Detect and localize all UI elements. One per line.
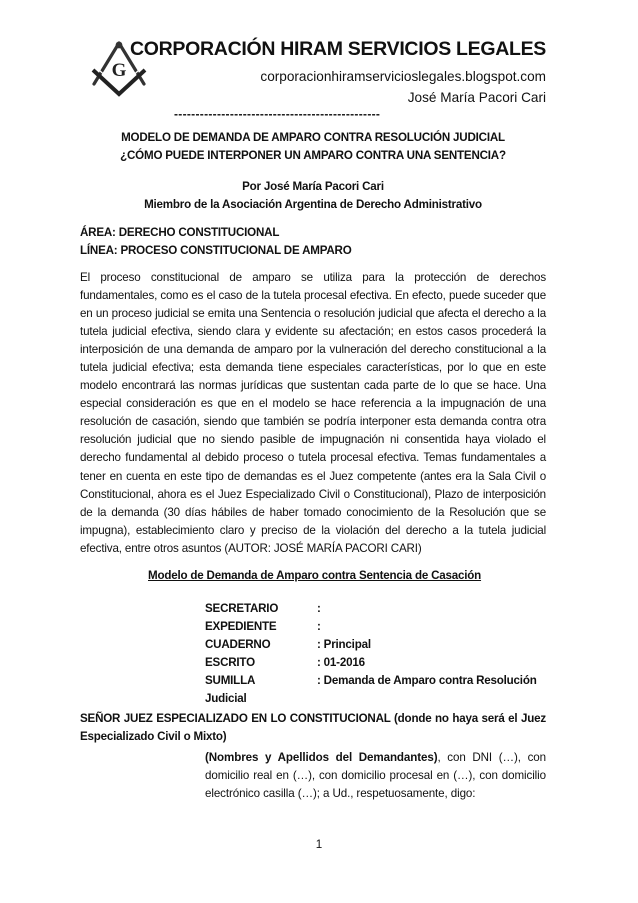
organization-title: CORPORACIÓN HIRAM SERVICIOS LEGALES [130,38,547,60]
plaintiff-name-placeholder: (Nombres y Apellidos del Demandantes) [205,751,438,764]
meta-value: : Principal [317,638,371,651]
model-title: Modelo de Demanda de Amparo contra Sentencia de Casación [148,569,482,582]
meta-key: SUMILLA [205,674,256,687]
meta-value: : [317,620,321,633]
meta-value: : 01-2016 [317,656,365,669]
document-title-line-2: ¿CÓMO PUEDE INTERPONER UN AMPARO CONTRA UNA SENTENCIA? [120,149,506,162]
meta-row-cuaderno [205,636,550,654]
meta-value: : Demanda de Amparo contra Resolución [317,674,537,687]
line-label: LÍNEA: PROCESO CONSTITUCIONAL DE AMPARO [80,244,352,257]
byline: Por José María Pacori Cari [242,180,384,193]
meta-row-escrito [205,654,550,672]
page-number: 1 [315,838,323,851]
svg-text:G: G [111,60,127,81]
meta-key: EXPEDIENTE [205,620,277,633]
meta-row-secretario [205,600,550,618]
addressee: SEÑOR JUEZ ESPECIALIZADO EN LO CONSTITUCIONAL (donde no haya será el Juez Especializado Civil o Mixto) [80,712,546,743]
case-metadata [205,600,550,708]
meta-sumilla-continuation: Judicial [205,692,247,705]
document-title-line-1: MODELO DE DEMANDA DE AMPARO CONTRA RESOLUCIÓN JUDICIAL [121,131,505,144]
meta-row-sumilla [205,672,550,690]
meta-value: : [317,602,321,615]
plaintiff-introduction [205,749,546,804]
meta-row-expediente [205,618,550,636]
author-affiliation: Miembro de la Asociación Argentina de Derecho Administrativo [144,198,482,211]
meta-key: CUADERNO [205,638,271,651]
introduction-paragraph: El proceso constitucional de amparo se utiliza para la protección de derechos fundamentales, como es el caso de la tutela procesal efectiva. En efecto, puede suceder que en un proceso judicial se emita una Sentencia o resolución judicial que afecta el derecho a la tutela judicial efectiva, siendo clara y evidente su afectación; en estos casos procederá la interposición de una demanda de amparo por la vulneración del derecho constitucional a la tutela judicial efectiva; esta demanda tiene especiales características, por lo que en este modelo encontrará las normas jurídicas que sustentan cada parte de lo que se hace. Una especial consideración es que en el modelo se hace referencia a la impugnación de una resolución de casación, siendo que también se podría interponer esta demanda contra otra resolución judicial que no siendo pasible de impugnación ni consentida haya violado el derecho fundamental al debido proceso o tutela procesal efectiva. Temas fundamentales a tener en cuenta en este tipo de demandas es el Juez competente (antes era la Sala Civil o Constitucional, ahora es el Juez Especializado Civil o Constitucional), Plazo de interposición de la demanda (30 días hábiles de haber tomado conocimiento de la Resolución que se impugna), establecimiento claro y preciso de la violación del derecho a la tutela judicial efectiva, entre otros asuntos (AUTOR: JOSÉ MARÍA PACORI CARI) [80,271,546,555]
area-label: ÁREA: DERECHO CONSTITUCIONAL [80,226,280,239]
meta-key: ESCRITO [205,656,255,669]
header-divider: ------------------------------------------------ [174,107,381,121]
blog-url: corporacionhiramservicioslegales.blogspot.com [260,69,546,84]
plaintiff-details: , con DNI (…), con domicilio real en (…), con domicilio procesal en (…), con domicilio electrónico casilla (…); a Ud., respetuosamente, digo: [205,751,546,801]
meta-key: SECRETARIO [205,602,279,615]
header-author: José María Pacori Cari [407,90,546,105]
